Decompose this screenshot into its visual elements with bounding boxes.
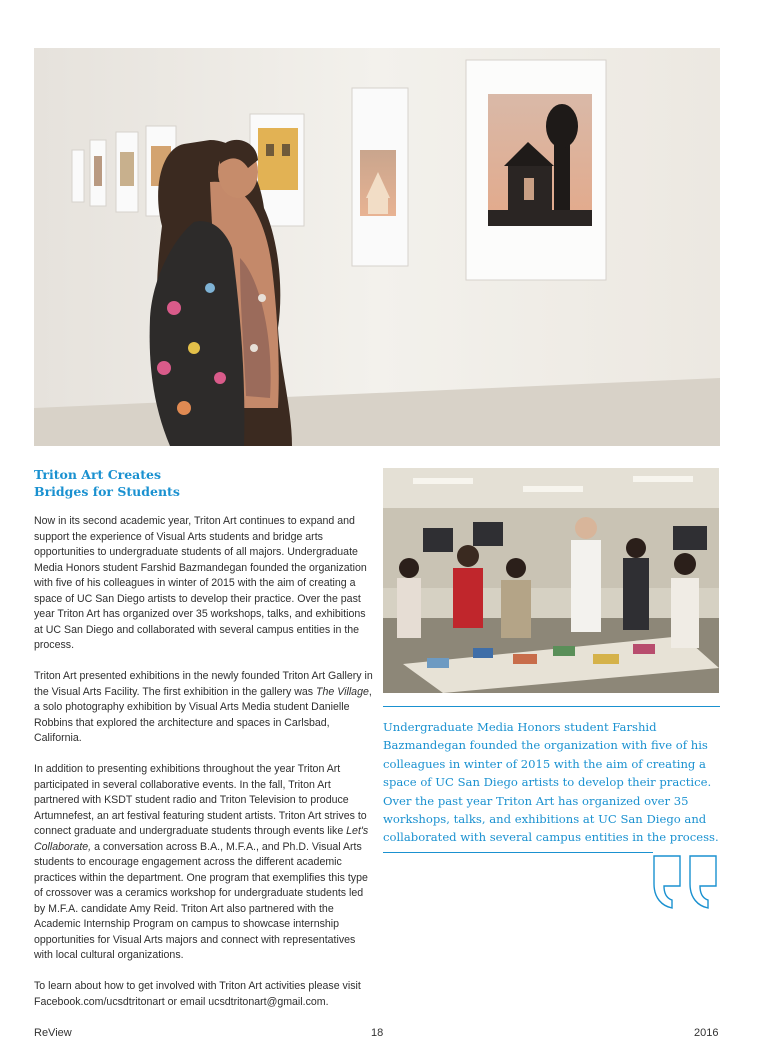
paragraph-3 — [34, 762, 374, 964]
article-heading — [34, 466, 354, 500]
paragraph-2-text-a: Triton Art presented exhibitions in the newly founded Triton Art Gallery in the Visual Arts Facility. The first exhibition in the gallery was — [34, 670, 373, 698]
heading-line-2: Bridges for Students — [34, 484, 180, 499]
paragraph-2 — [34, 669, 374, 747]
event-title: Let's Collaborate, — [34, 825, 369, 853]
pullquote-bottom-rule — [383, 852, 653, 853]
paragraph-4: To learn about how to get involved with Triton Art activities please visit Facebook.com/ucsdtritonart or email ucsdtritonart@gmail.com. — [34, 980, 361, 1008]
workshop-photo — [383, 468, 719, 693]
paragraph-1: Now in its second academic year, Triton Art continues to expand and support the experience of Visual Arts students and bridge arts opportunities to undergraduate students of all majors. Undergraduate Media Honors student Farshid Bazmandegan founded the organization with five of his colleagues in winter of 2015 with the aim of creating a space of UC San Diego artists to develop their practice. Over the past year Triton Art has organized over 35 workshops, talks, and exhibitions at UC San Diego and collaborated with several campus entities in the process. — [34, 515, 367, 651]
paragraph-2-text-b: , a solo photography exhibition by Visual Arts Media student Danielle Robbins that explored the architecture and spaces in Carlsbad, California. — [34, 685, 372, 744]
footer-year: 2016 — [694, 1027, 719, 1039]
paragraph-3-text-b: a conversation across B.A., M.F.A., and Ph.D. Visual Arts students to encourage engagement across the different academic practices within the department. One program that exemplifies this type of crossover was a ceramics workshop for undergraduate students led by M.F.A. candidate Amy Reid. Triton Art also partnered with the Academic Internship Program on campus to showcase internship opportunities for Visual Arts majors and connect with representatives with local cultural organizations. — [34, 840, 368, 961]
footer-page-number: 18 — [371, 1027, 384, 1039]
paragraph-3-text-a: In addition to presenting exhibitions throughout the year Triton Art participated in several collaborative events. In the fall, Triton Art partnered with KSDT student radio and Triton Television to produce Artumnefest, an art festival featuring student artists. Triton Art strives to connect graduate and undergraduate students through events like — [34, 763, 367, 837]
heading-line-1: Triton Art Creates — [34, 467, 162, 482]
hero-photo-gallery-visitor — [34, 48, 720, 446]
footer-publication: ReView — [34, 1027, 72, 1039]
pullquote-top-rule — [383, 706, 720, 707]
article-body — [34, 514, 374, 1026]
closing-quote-icon — [652, 854, 720, 910]
pullquote-text: Undergraduate Media Honors student Farshid Bazmandegan founded the organization with five of his colleagues in winter of 2015 with the aim of creating a space of UC San Diego artists to develop their practice. Over the past year Triton Art has organized over 35 workshops, talks, and exhibitions at UC San Diego and collaborated with several campus entities in the process. — [383, 720, 719, 845]
exhibition-title: The Village — [316, 685, 369, 698]
